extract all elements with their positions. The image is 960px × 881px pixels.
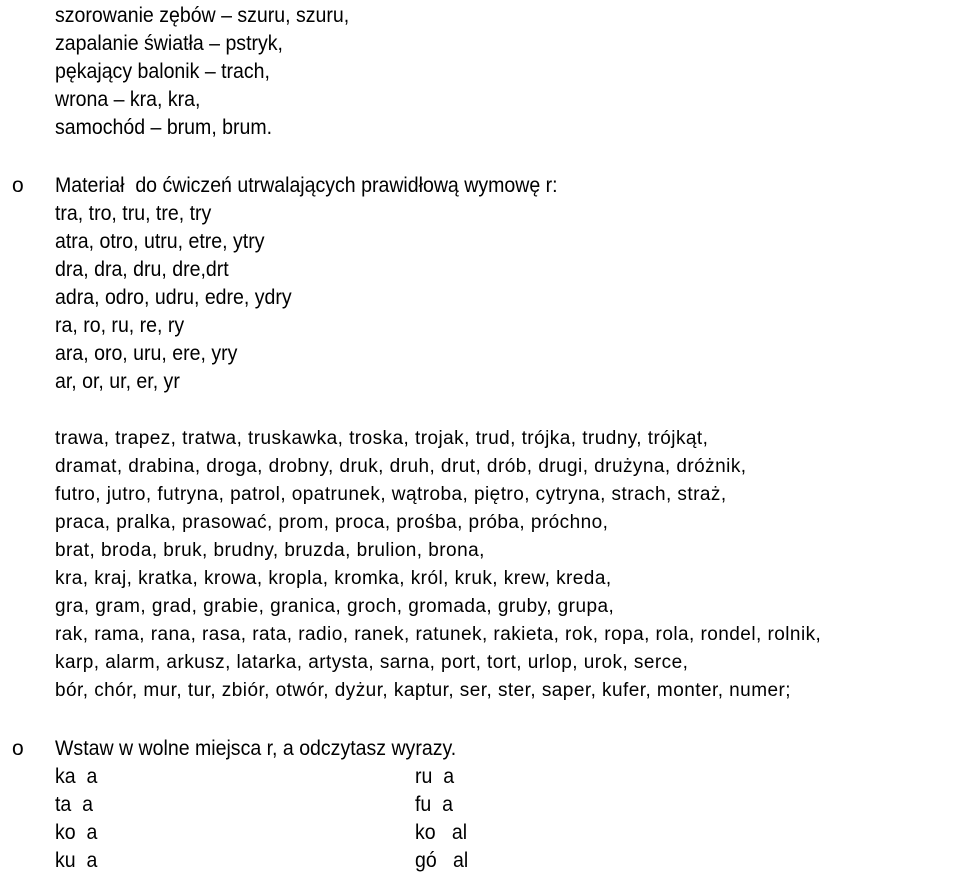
bullet-marker: o — [12, 737, 24, 760]
syllable-line-1: tra, tro, tru, tre, try — [55, 202, 212, 225]
word-line-9: karp, alarm, arkusz, latarka, artysta, sarna, port, tort, urlop, urok, serce, — [55, 652, 689, 673]
exercise-left-2: ta a — [55, 793, 94, 816]
exercise-right-2: fu a — [415, 793, 454, 816]
syllable-line-3: dra, dra, dru, dre,drt — [55, 258, 229, 281]
exercise-left-3: ko a — [55, 821, 98, 844]
onomatopoeia-line-1: szorowanie zębów – szuru, szuru, — [55, 4, 350, 27]
exercise-left-1: ka a — [55, 765, 98, 788]
word-line-3: futro, jutro, futryna, patrol, opatrunek, wątroba, piętro, cytryna, strach, straż, — [55, 484, 727, 505]
onomatopoeia-line-2: zapalanie światła – pstryk, — [55, 32, 283, 55]
onomatopoeia-line-4: wrona – kra, kra, — [55, 88, 201, 111]
word-line-1: trawa, trapez, tratwa, truskawka, troska, trojak, trud, trójka, trudny, trójkąt, — [55, 428, 709, 449]
bullet-marker: o — [12, 174, 24, 197]
exercise-right-1: ru a — [415, 765, 455, 788]
word-line-5: brat, broda, bruk, brudny, bruzda, brulion, brona, — [55, 540, 485, 561]
word-line-2: dramat, drabina, droga, drobny, druk, druh, drut, drób, drugi, drużyna, dróżnik, — [55, 456, 747, 477]
word-line-8: rak, rama, rana, rasa, rata, radio, ranek, ratunek, rakieta, rok, ropa, rola, rondel, rolnik, — [55, 624, 822, 645]
syllable-line-2: atra, otro, utru, etre, ytry — [55, 230, 265, 253]
onomatopoeia-line-3: pękający balonik – trach, — [55, 60, 270, 83]
exercise-left-4: ku a — [55, 849, 98, 872]
word-line-7: gra, gram, grad, grabie, granica, groch, gromada, gruby, grupa, — [55, 596, 615, 617]
word-line-10: bór, chór, mur, tur, zbiór, otwór, dyżur, kaptur, ser, ster, saper, kufer, monter, numer; — [55, 680, 791, 701]
syllable-line-5: ra, ro, ru, re, ry — [55, 314, 185, 337]
exercise-right-3: ko al — [415, 821, 468, 844]
section-heading-material: Materiał do ćwiczeń utrwalających prawidłową wymowę r: — [55, 174, 558, 197]
onomatopoeia-line-5: samochód – brum, brum. — [55, 116, 273, 139]
exercise-right-4: gó al — [415, 849, 469, 872]
word-line-4: praca, pralka, prasować, prom, proca, prośba, próba, próchno, — [55, 512, 609, 533]
section-heading-exercise: Wstaw w wolne miejsca r, a odczytasz wyrazy. — [55, 737, 457, 760]
syllable-line-4: adra, odro, udru, edre, ydry — [55, 286, 292, 309]
word-line-6: kra, kraj, kratka, krowa, kropla, kromka, król, kruk, krew, kreda, — [55, 568, 612, 589]
syllable-line-6: ara, oro, uru, ere, yry — [55, 342, 238, 365]
syllable-line-7: ar, or, ur, er, yr — [55, 370, 180, 393]
